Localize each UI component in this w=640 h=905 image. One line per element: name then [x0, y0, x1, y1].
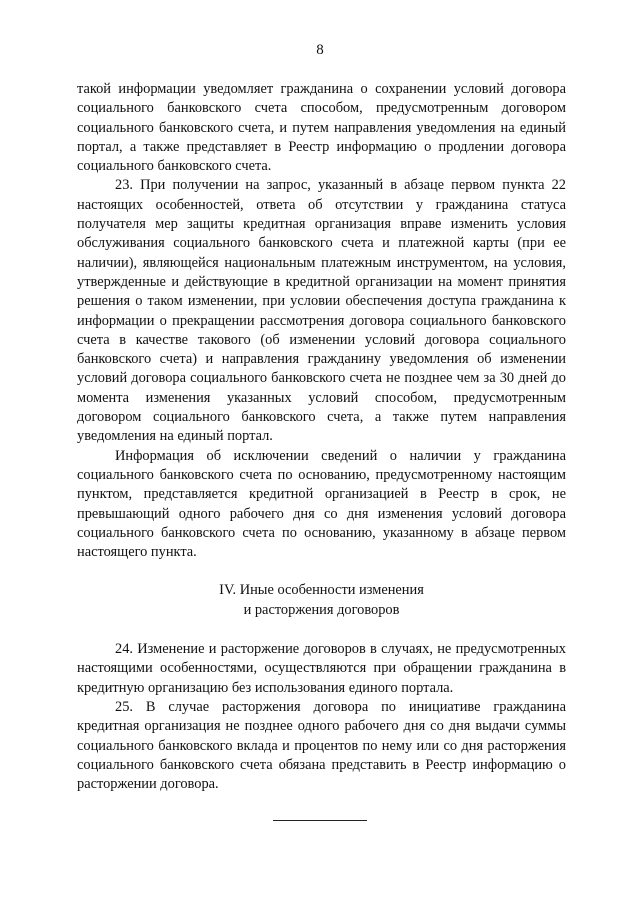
paragraph-item-25: 25. В случае расторжения договора по инициативе гражданина кредитная организация не позднее одного рабочего дня со дня выдачи суммы социального банковского вклада и процентов по нему или со дня расторжения социального банковского счета обязана представить в Реестр информацию о расторжении договора.	[77, 698, 566, 793]
paragraph-item-24: 24. Изменение и расторжение договоров в случаях, не предусмотренных настоящими особенностями, осуществляются при обращении гражданина в кредитную организацию без использования единого портала.	[77, 641, 566, 696]
section-heading-line-2: и расторжения договоров	[243, 601, 400, 618]
paragraph-info-exclusion: Информация об исключении сведений о наличии у гражданина социального банковского счета по основанию, предусмотренному настоящим пунктом, представляется кредитной организацией в Реестр в срок, не превышающий одного рабочего дня со дня изменения условий договора социального банковского счета по основанию, указанному в абзаце первом настоящего пункта.	[77, 447, 566, 561]
page-number: 8	[316, 42, 324, 58]
footer-divider	[273, 820, 367, 821]
paragraph-continuation: такой информации уведомляет гражданина о сохранении условий договора социального банковского счета способом, предусмотренным договором социального банковского счета, и путем направления уведомления на единый портал, а также представляет в Реестр информацию о продлении договора социального банковского счета.	[77, 81, 566, 175]
document-body	[77, 80, 566, 794]
paragraph-item-23: 23. При получении на запрос, указанный в абзаце первом пункта 22 настоящих особенностей, ответа об отсутствии у гражданина статуса получателя мер защиты кредитная организация вправе изменить условия обслуживания социального банковского счета и платежной карты (при ее наличии), являющейся национальным платежным инструментом, на условия, утвержденные и действующие в кредитной организации на момент принятия решения о таком изменении, при условии обеспечения доступа гражданина к информации о прекращении рассмотрения договора социального банковского счета в качестве такового (об изменении условий договора социального банковского счета) и направления гражданину уведомления об изменении условий договора социального банковского счета не позднее чем за 30 дней до момента изменения указанных условий способом, предусмотренным договором социального банковского счета, а также путем направления уведомления на единый портал.	[77, 177, 566, 445]
section-heading-line-1: IV. Иные особенности изменения	[219, 582, 424, 599]
section-heading	[77, 581, 566, 620]
